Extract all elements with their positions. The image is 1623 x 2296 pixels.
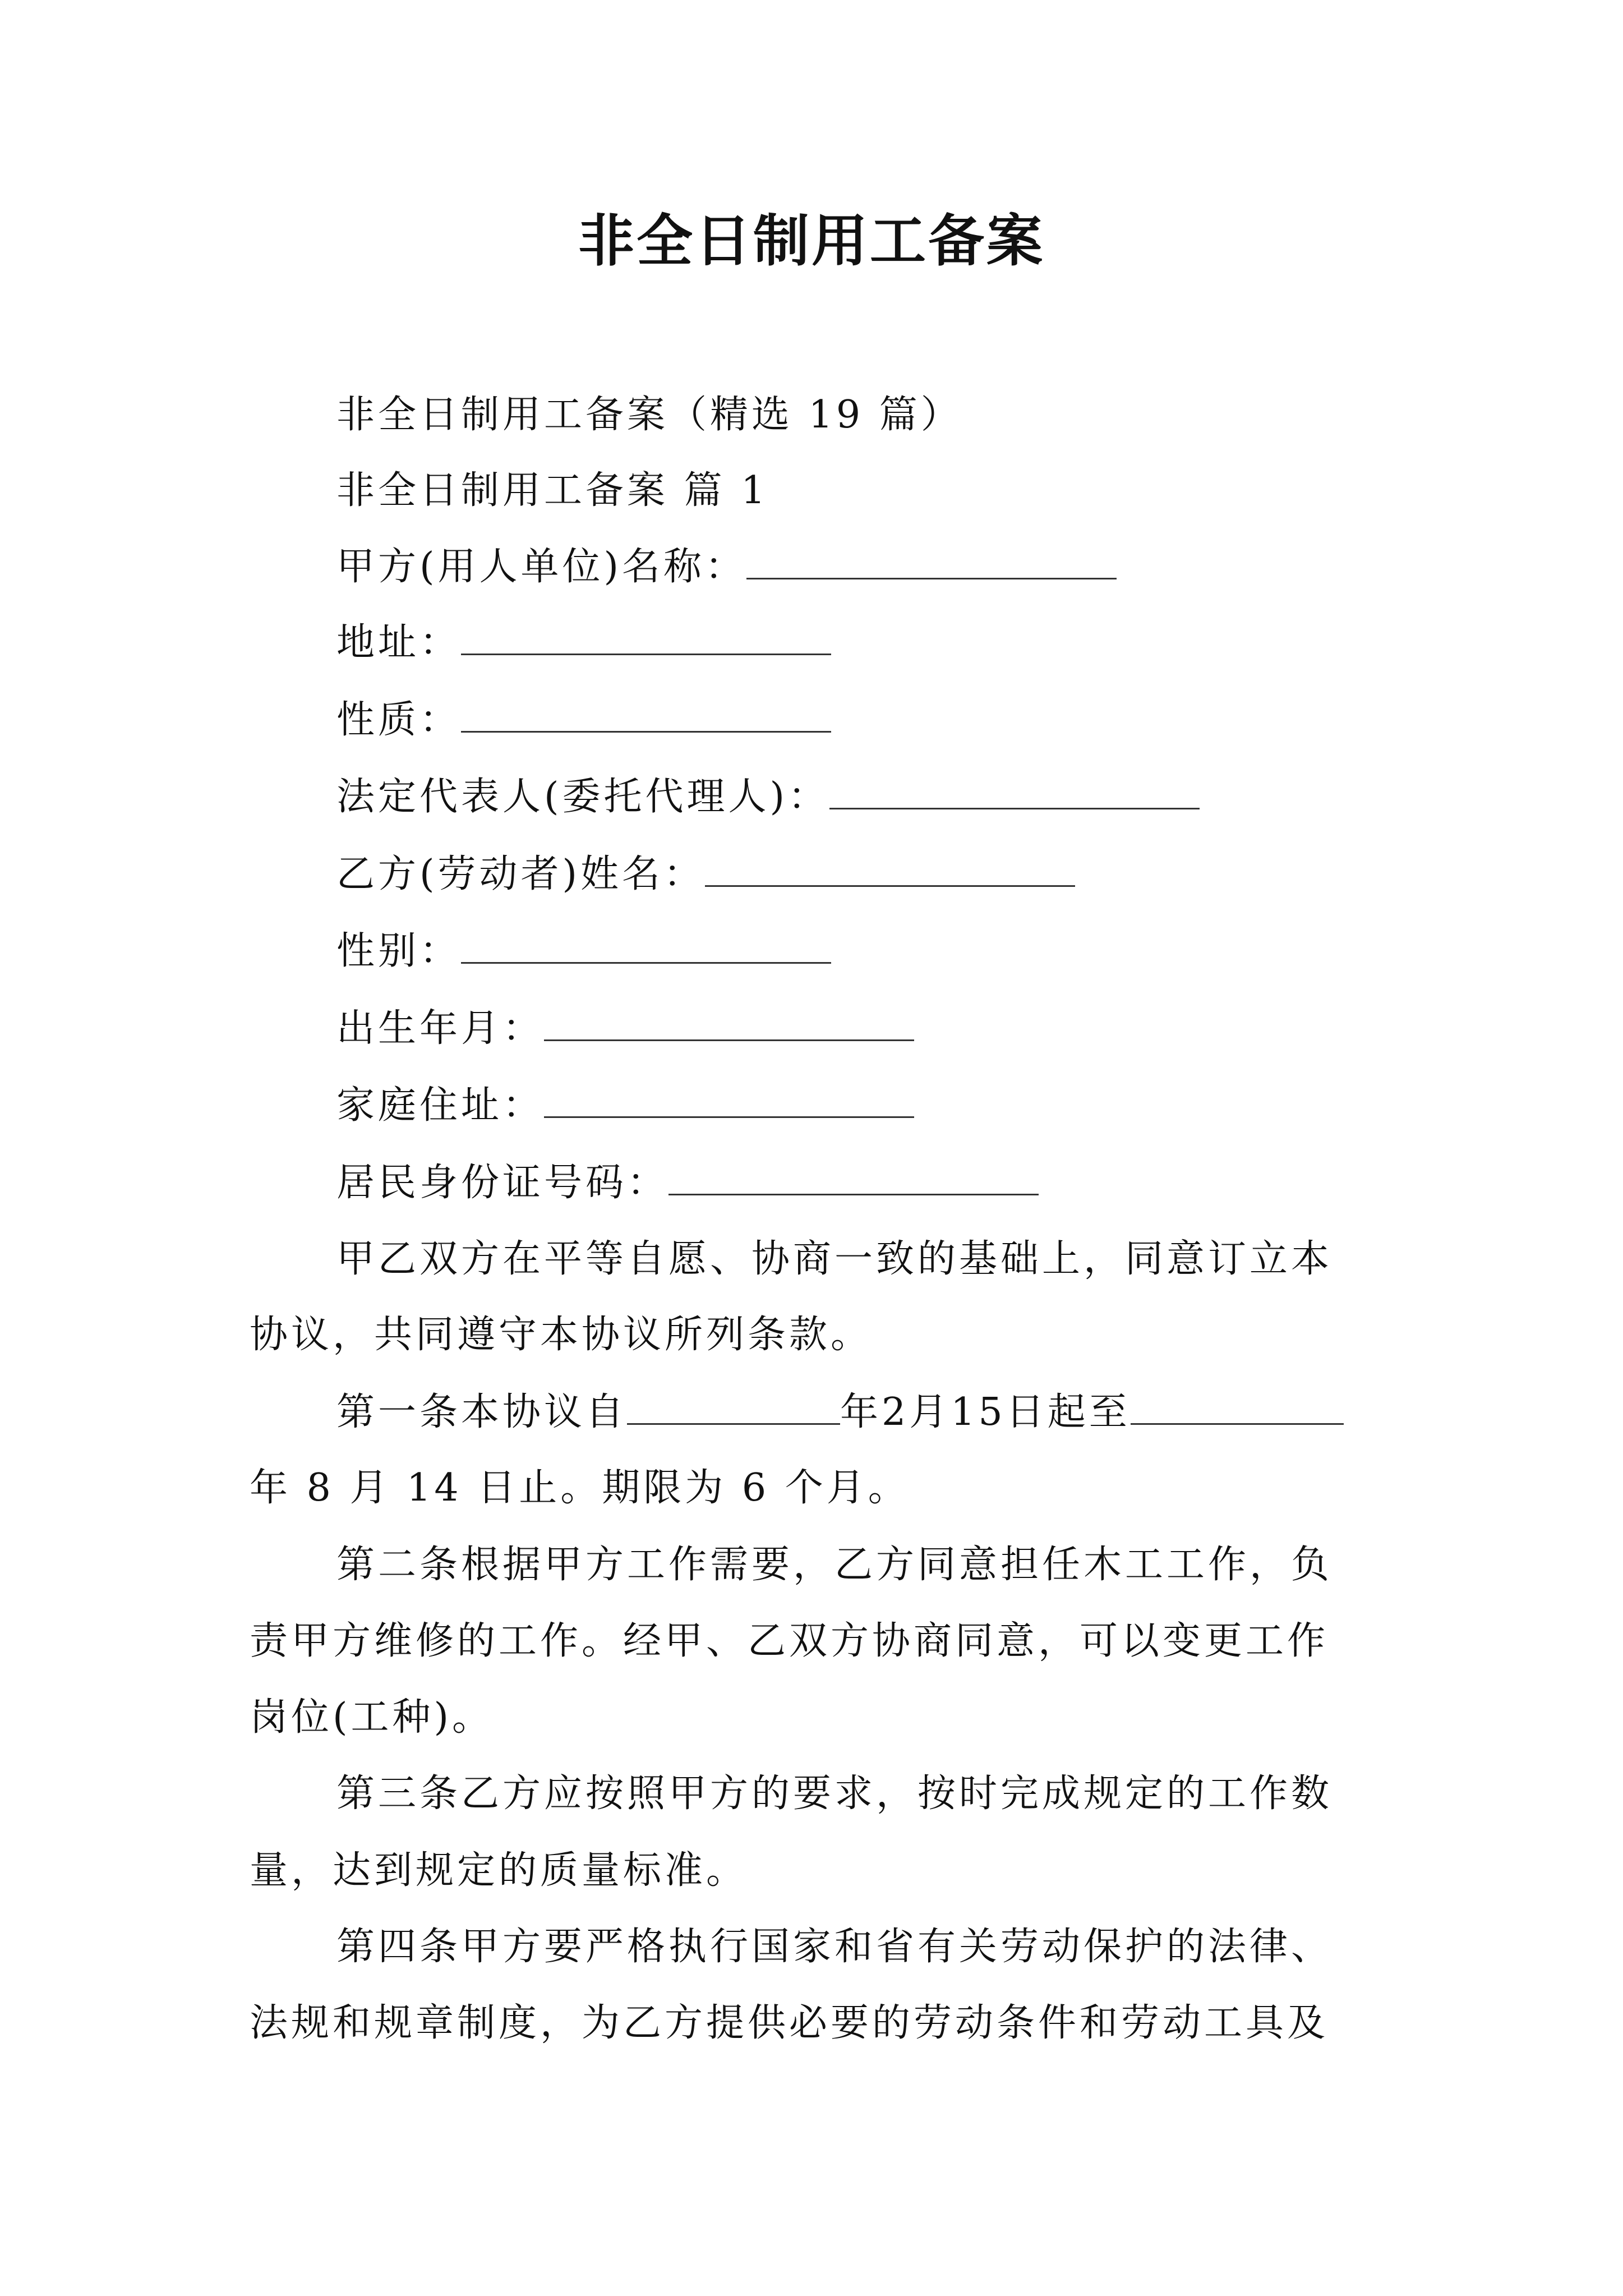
fill-in-blank[interactable] <box>461 614 831 655</box>
field-label: 家庭住址： <box>336 1083 545 1128</box>
field-label: 性别： <box>336 929 462 973</box>
field-label: 甲方(用人单位)名称： <box>336 545 747 589</box>
field-label: 法定代表人(委托代理人)： <box>336 775 830 819</box>
fill-in-blank[interactable] <box>668 1154 1039 1195</box>
paragraph-line: 年 8 月 14 日止。期限为 6 个月。 <box>250 1466 910 1510</box>
fill-in-blank[interactable] <box>829 769 1200 809</box>
article-1-line <box>336 1384 1344 1441</box>
fill-in-blank[interactable] <box>627 1384 840 1425</box>
field-birth <box>336 1000 914 1057</box>
section-heading: 非全日制用工备案 篇 1 <box>336 468 769 513</box>
article-1-text-a: 第一条本协议自 <box>336 1390 628 1434</box>
document-title: 非全日制用工备案 <box>578 208 1045 274</box>
field-id-number <box>336 1154 1039 1211</box>
fill-in-blank[interactable] <box>746 539 1117 579</box>
field-legal-rep <box>336 769 1200 825</box>
field-label: 乙方(劳动者)姓名： <box>336 852 706 896</box>
paragraph-line: 第三条乙方应按照甲方的要求，按时完成规定的工作数 <box>336 1772 1333 1816</box>
paragraph-line: 岗位(工种)。 <box>250 1695 494 1740</box>
field-address <box>336 614 831 671</box>
field-label: 地址： <box>336 620 462 665</box>
paragraph-line: 第二条根据甲方工作需要，乙方同意担任木工工作，负 <box>336 1543 1333 1587</box>
fill-in-blank[interactable] <box>1131 1384 1344 1425</box>
paragraph-line: 甲乙双方在平等自愿、协商一致的基础上，同意订立本 <box>336 1237 1333 1281</box>
subtitle: 非全日制用工备案（精选 19 篇） <box>336 393 962 437</box>
field-party-a-name <box>336 539 1117 595</box>
field-label: 居民身份证号码： <box>336 1161 669 1205</box>
field-home-address <box>336 1077 914 1134</box>
fill-in-blank[interactable] <box>544 1077 914 1118</box>
field-party-b-name <box>336 846 1075 903</box>
paragraph-line: 第四条甲方要严格执行国家和省有关劳动保护的法律、 <box>336 1925 1333 1969</box>
fill-in-blank[interactable] <box>544 1000 914 1041</box>
field-label: 性质： <box>336 698 462 742</box>
article-1-text-b: 年2月15日起至 <box>840 1390 1131 1434</box>
paragraph-line: 法规和规章制度，为乙方提供必要的劳动条件和劳动工具及 <box>250 2001 1329 2045</box>
fill-in-blank[interactable] <box>461 692 831 733</box>
field-nature <box>336 692 831 748</box>
paragraph-line: 量，达到规定的质量标准。 <box>250 1848 748 1893</box>
paragraph-line: 协议，共同遵守本协议所列条款。 <box>250 1313 873 1357</box>
field-label: 出生年月： <box>336 1006 545 1051</box>
field-gender <box>336 923 831 979</box>
paragraph-line: 责甲方维修的工作。经甲、乙双方协商同意，可以变更工作 <box>250 1619 1329 1663</box>
fill-in-blank[interactable] <box>461 923 831 964</box>
fill-in-blank[interactable] <box>705 846 1075 887</box>
